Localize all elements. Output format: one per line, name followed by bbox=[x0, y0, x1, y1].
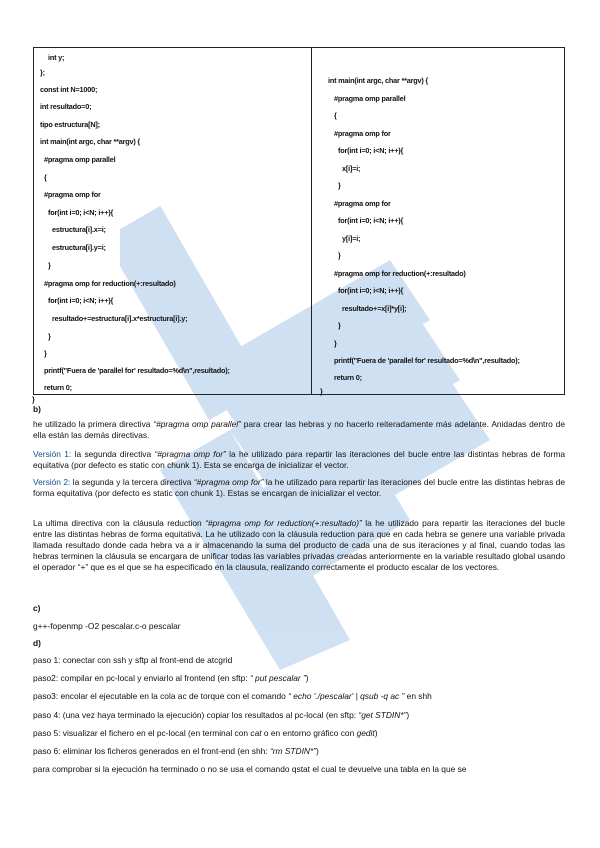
text: paso3: encolar el ejecutable en la cola ac de torque con el comando bbox=[33, 691, 289, 701]
text: para crear las hebras y no hacerlo reiteradamente más adelante. Anidadas dentro de ella están las demás directivas. bbox=[33, 419, 565, 440]
code-line: for(int i=0; i<N; i++){ bbox=[48, 296, 114, 305]
code-line: int main(int argc, char **argv) { bbox=[40, 137, 141, 146]
text: en shh bbox=[404, 691, 432, 701]
version-label: Versión 2: bbox=[33, 477, 71, 487]
code-line: tipo estructura[N]; bbox=[40, 120, 100, 129]
command-text: “ put pescalar ” bbox=[249, 673, 306, 683]
text: la he utilizado para repartir las iteraciones del bucle entre las distintas hebras de forma equitativa (por defecto es static con chunk 1). Esta se encarga de inicializar el vector. bbox=[33, 449, 565, 470]
code-line: #pragma omp for bbox=[334, 199, 391, 208]
version-label: Versión 1: bbox=[33, 449, 72, 459]
paragraph-version-2 bbox=[33, 477, 565, 499]
text: la he utilizado para repartir las iteraciones del bucle entre las distintas hebras de forma equitativa. La he utilizado con la cláusula reduction para que en cada hebra se genere una variable privada llamada resultado donde cada hebra va a ir almacenando la suma del producto de cada una de sus iteraciones y al final, cuando todas las hebras terminen la cláusula se encargara de unificar todas las variables privadas creadas anteriormente en la variable resultado global usando el operador “+” que es el que se ha especificado en la clausula, realizando correctamente el producto escalar de los vectores. bbox=[33, 518, 565, 572]
text: la segunda y la tercera directiva bbox=[70, 477, 194, 487]
code-line: } bbox=[44, 349, 47, 358]
step-1: paso 1: conectar con ssh y sftp al front-end de atcgrid bbox=[33, 655, 233, 665]
code-line: resultado+=estructura[i].x*estructura[i].y; bbox=[52, 314, 188, 323]
text: paso 4: (una vez haya terminado la ejecución) copiar los resultados al pc-local (en sftp: bbox=[33, 710, 359, 720]
text: ) bbox=[305, 673, 309, 683]
directive-text: “#pragma omp parallel” bbox=[153, 419, 241, 429]
text: ) bbox=[406, 710, 410, 720]
code-line: } bbox=[338, 321, 341, 330]
command-text: cat bbox=[250, 728, 262, 738]
step-3 bbox=[33, 691, 565, 702]
paragraph-reduction bbox=[33, 518, 565, 573]
directive-text: “#pragma omp for” bbox=[154, 449, 226, 459]
section-label-c: c) bbox=[33, 603, 41, 613]
code-line: } bbox=[334, 339, 337, 348]
code-line: } bbox=[48, 261, 51, 270]
text: La ultima directiva con la cláusula reduction bbox=[33, 518, 206, 528]
code-line: #pragma omp for bbox=[334, 129, 391, 138]
code-line: y[i]=i; bbox=[342, 234, 361, 243]
code-line: #pragma omp for reduction(+:resultado) bbox=[44, 279, 176, 288]
section-label-d: d) bbox=[33, 638, 41, 648]
text: paso2: compilar en pc-local y enviarlo al frontend (en sftp: bbox=[33, 673, 250, 683]
code-line: for(int i=0; i<N; i++){ bbox=[48, 208, 114, 217]
step-2 bbox=[33, 673, 565, 684]
code-line: for(int i=0; i<N; i++){ bbox=[338, 286, 404, 295]
code-line: for(int i=0; i<N; i++){ bbox=[338, 216, 404, 225]
code-line: estructura[i].y=i; bbox=[52, 243, 106, 252]
text: ) bbox=[374, 728, 378, 738]
code-line: for(int i=0; i<N; i++){ bbox=[338, 146, 404, 155]
code-line: int main(int argc, char **argv) { bbox=[328, 76, 429, 85]
code-table bbox=[32, 47, 565, 404]
text: o en entorno gráfico con bbox=[261, 728, 357, 738]
code-line: } bbox=[338, 181, 341, 190]
code-line: printf("Fuera de 'parallel for' resultado=%d\n",resultado); bbox=[44, 366, 230, 375]
code-line: #pragma omp parallel bbox=[44, 155, 116, 164]
text: la he utilizado para repartir las iteraciones del bucle entre las distintas hebras de forma equitativa (por defecto es static con chunk 1). Estas se encargan de inicializar el vector. bbox=[33, 477, 565, 498]
directive-text: “#pragma omp for” bbox=[193, 477, 264, 487]
code-line: } bbox=[338, 251, 341, 260]
step-4 bbox=[33, 710, 565, 721]
code-line: { bbox=[44, 173, 47, 182]
step-6 bbox=[33, 746, 565, 757]
code-line: int y; bbox=[48, 53, 65, 62]
code-line: return 0; bbox=[44, 383, 72, 392]
code-column-left bbox=[32, 48, 312, 404]
command-text: “rm STDIN*” bbox=[269, 746, 317, 756]
code-line: } bbox=[48, 332, 51, 341]
code-column-right bbox=[312, 48, 564, 394]
code-line: estructura[i].x=i; bbox=[52, 225, 106, 234]
code-line: int resultado=0; bbox=[40, 102, 92, 111]
command-text: gedit bbox=[356, 728, 375, 738]
code-line: #pragma omp for reduction(+:resultado) bbox=[334, 269, 466, 278]
code-line: x[i]=i; bbox=[342, 164, 361, 173]
text: ) bbox=[316, 746, 319, 756]
paragraph-version-1 bbox=[33, 449, 565, 471]
code-line: #pragma omp for bbox=[44, 190, 101, 199]
code-line: #pragma omp parallel bbox=[334, 94, 406, 103]
code-line: }; bbox=[40, 68, 45, 77]
text: paso 6: eliminar los ficheros generados en el front-end (en shh: bbox=[33, 746, 270, 756]
step-5 bbox=[33, 728, 565, 739]
code-line: resultado+=x[i]*y[i]; bbox=[342, 304, 407, 313]
text: paso 5: visualizar el fichero en el pc-local (en terminal con bbox=[33, 728, 251, 738]
closing-line: para comprobar si la ejecución ha terminado o no se usa el comando qstat el cual te devuelve una tabla en la que se bbox=[33, 764, 467, 774]
text: he utilizado la primera directiva bbox=[33, 419, 154, 429]
code-line: } bbox=[320, 387, 323, 396]
code-line: printf("Fuera de 'parallel for' resultado=%d\n",resultado); bbox=[334, 356, 520, 365]
code-line: const int N=1000; bbox=[40, 85, 98, 94]
compile-command: g++-fopenmp -O2 pescalar.c-o pescalar bbox=[33, 621, 181, 631]
text: la segunda directiva bbox=[71, 449, 155, 459]
code-line: { bbox=[334, 111, 337, 120]
code-line: return 0; bbox=[334, 373, 362, 382]
section-label-b: b) bbox=[33, 404, 41, 414]
paragraph-parallel bbox=[33, 419, 565, 441]
code-line: } bbox=[32, 395, 35, 404]
directive-text: “#pragma omp for reduction(+:resultado)” bbox=[205, 518, 362, 528]
command-text: “ echo './pescalar' | qsub -q ac ” bbox=[288, 691, 405, 701]
command-text: “get STDIN*” bbox=[358, 710, 407, 720]
